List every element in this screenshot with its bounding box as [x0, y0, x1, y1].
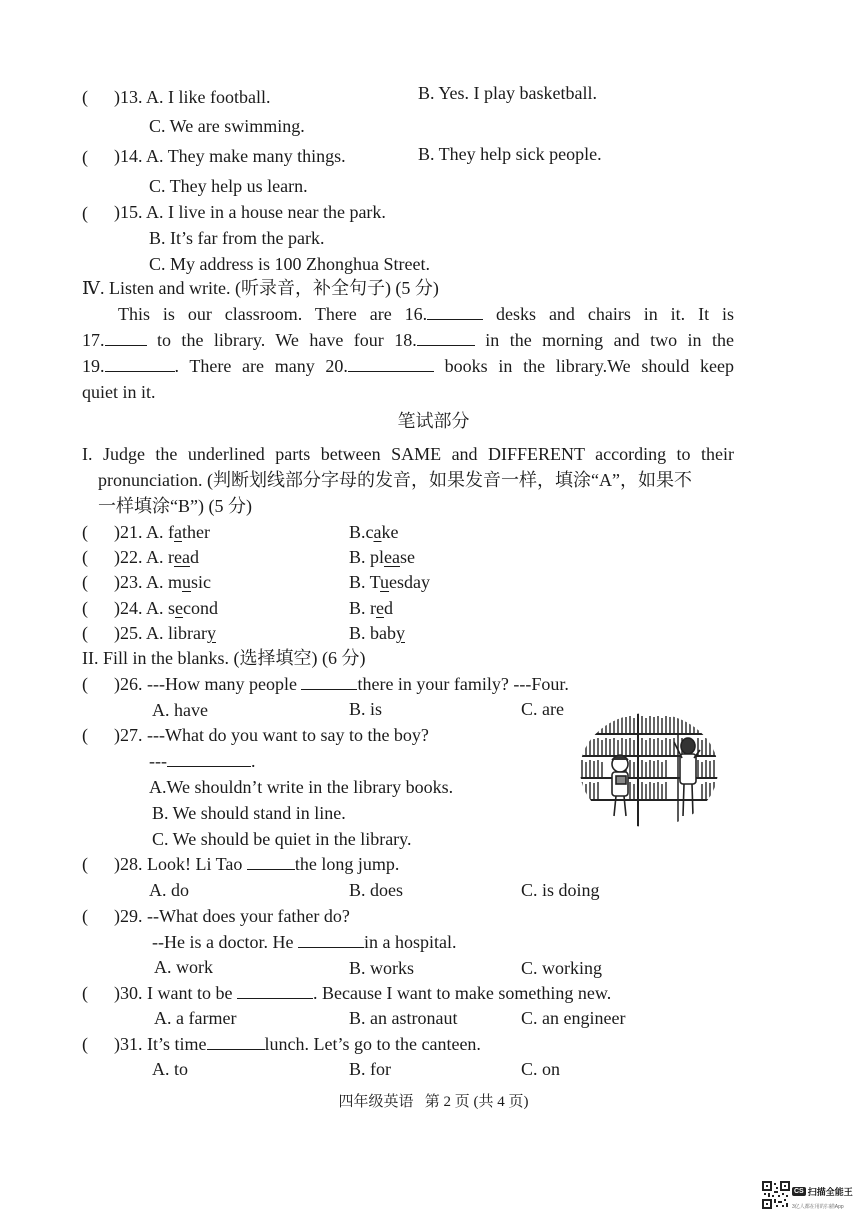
q13-option-c: C. We are swimming.	[149, 116, 305, 136]
answer-blank-17[interactable]	[105, 329, 147, 346]
q31-option-c: C. on	[521, 1059, 561, 1079]
section-heading: Ⅳ. Listen and write. (听录音，补全句子) (5 分)	[82, 278, 439, 298]
scanner-logo: CS	[794, 1188, 804, 1196]
q27-option-a: A.We shouldn’t write in the library books.	[149, 777, 454, 797]
q13-option-b: B. Yes. I play basketball.	[418, 83, 597, 103]
item-21-option-b: B.cake	[349, 522, 399, 542]
answer-paren: (	[82, 623, 88, 643]
answer-blank-20[interactable]	[348, 355, 434, 372]
passage-line: This is our classroom. There are 16. desks and chairs in it. It is	[118, 304, 734, 324]
q27-stem: )27. ---What do you want to say to the boy?	[114, 725, 429, 745]
page-footer: 四年级英语 第 2 页 (共 4 页)	[338, 1094, 529, 1110]
scanner-watermark	[792, 1183, 853, 1210]
answer-blank-26[interactable]	[301, 673, 357, 690]
q29-option-b: B. works	[349, 958, 415, 978]
scanner-name: 扫描全能王	[807, 1187, 853, 1198]
item-24-option-b: B. red	[349, 598, 393, 618]
q31-option-b: B. for	[349, 1059, 391, 1079]
q26-option-b: B. is	[349, 699, 383, 719]
q26-option-c: C. are	[521, 699, 564, 719]
answer-blank-27[interactable]	[167, 750, 251, 767]
q15-option-c: C. My address is 100 Zhonghua Street.	[149, 254, 430, 274]
answer-paren: (	[82, 906, 88, 926]
q28-stem: )28. Look! Li Tao the long jump.	[114, 854, 400, 874]
q28-option-b: B. does	[349, 880, 403, 900]
answer-paren: (	[82, 674, 88, 694]
item-21-option-a: )21. A. father	[114, 522, 210, 542]
answer-paren: (	[82, 522, 88, 542]
answer-paren: (	[82, 725, 88, 745]
item-22-option-a: )22. A. read	[114, 547, 199, 567]
answer-paren: (	[82, 598, 88, 618]
part1-heading-line1: I. Judge the underlined parts between SAME and DIFFERENT according to their	[82, 444, 734, 464]
q29-option-c: C. working	[521, 958, 602, 978]
q30-option-a: A. a farmer	[154, 1008, 237, 1028]
q27-option-b: B. We should stand in line.	[152, 803, 346, 823]
part1-heading-line2: pronunciation. (判断划线部分字母的发音，如果发音一样，填涂“A”，如果不	[98, 470, 692, 490]
answer-blank-19[interactable]	[105, 355, 175, 372]
q26-option-a: A. have	[152, 700, 208, 720]
q31-stem: )31. It’s time lunch. Let’s go to the canteen.	[114, 1034, 481, 1054]
item-24-option-a: )24. A. second	[114, 598, 219, 618]
q13-option-a: )13. A. I like football.	[114, 87, 271, 107]
q30-option-b: B. an astronaut	[349, 1008, 458, 1028]
written-section-title: 笔试部分	[397, 411, 470, 431]
item-25-option-a: )25. A. library	[114, 623, 216, 643]
answer-paren: (	[82, 572, 88, 592]
answer-paren: (	[82, 547, 88, 567]
passage-line: quiet in it.	[82, 382, 156, 402]
answer-blank-18[interactable]	[417, 329, 475, 346]
item-23-option-a: )23. A. music	[114, 572, 212, 592]
q27-answer-line: --- .	[149, 751, 256, 771]
answer-paren: (	[82, 983, 88, 1003]
q26-stem: )26. ---How many people there in your family? ---Four.	[114, 674, 569, 694]
answer-paren: (	[82, 147, 88, 167]
item-23-option-b: B. Tuesday	[349, 572, 431, 592]
answer-paren: (	[82, 854, 88, 874]
answer-blank-31[interactable]	[207, 1033, 265, 1050]
q29-option-a: A. work	[154, 957, 213, 977]
answer-paren: (	[82, 1034, 88, 1054]
part2-heading: II. Fill in the blanks. (选择填空) (6 分)	[82, 648, 366, 668]
answer-blank-16[interactable]	[427, 303, 483, 320]
scanner-tagline: 3亿人都在用的扫描App	[792, 1204, 844, 1210]
q31-option-a: A. to	[152, 1059, 188, 1079]
answer-paren: (	[82, 203, 88, 223]
passage-line: 19. . There are many 20. books in the library.We should keep	[82, 356, 735, 376]
q14-option-c: C. They help us learn.	[149, 176, 308, 196]
q29-answer-line: --He is a doctor. He in a hospital.	[152, 932, 457, 952]
answer-paren: (	[82, 87, 88, 107]
q30-stem: )30. I want to be . Because I want to make something new.	[114, 983, 612, 1003]
q15-option-a: )15. A. I live in a house near the park.	[114, 202, 386, 222]
answer-blank-30[interactable]	[237, 982, 313, 999]
q28-option-a: A. do	[149, 880, 189, 900]
q14-option-a: )14. A. They make many things.	[114, 146, 346, 166]
q27-option-c: C. We should be quiet in the library.	[152, 829, 412, 849]
library-children-illustration-icon	[578, 712, 720, 832]
q30-option-c: C. an engineer	[521, 1008, 626, 1028]
q15-option-b: B. It’s far from the park.	[149, 228, 325, 248]
item-22-option-b: B. please	[349, 547, 415, 567]
passage-line: 17. to the library. We have four 18. in the morning and two in the	[82, 330, 735, 350]
qr-code-icon	[762, 1181, 790, 1209]
q14-option-b: B. They help sick people.	[418, 144, 602, 164]
part1-heading-line3: 一样填涂“B”) (5 分)	[98, 496, 252, 516]
answer-blank-29[interactable]	[298, 931, 364, 948]
q29-stem: )29. --What does your father do?	[114, 906, 350, 926]
answer-blank-28[interactable]	[247, 853, 295, 870]
item-25-option-b: B. baby	[349, 623, 405, 643]
q28-option-c: C. is doing	[521, 880, 600, 900]
